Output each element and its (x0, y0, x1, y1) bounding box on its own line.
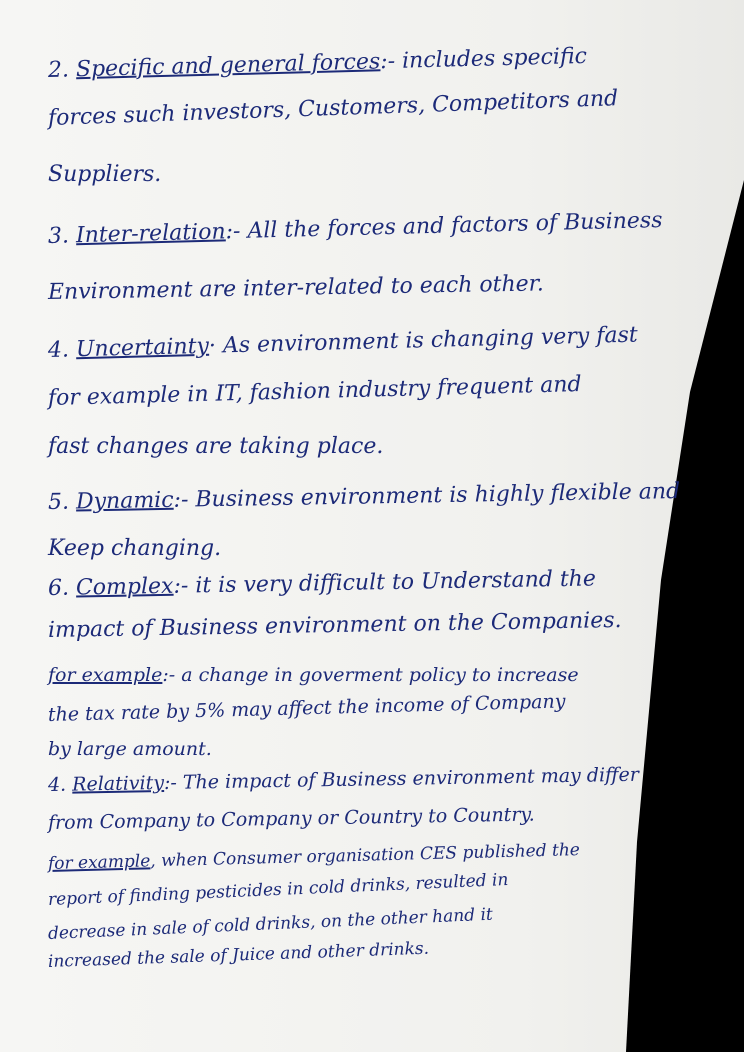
point-number: 3. (47, 223, 70, 249)
point-separator: :- (173, 487, 189, 513)
note-line (48, 436, 383, 458)
note-line (48, 164, 161, 186)
point-text: report of finding pesticides in cold drinks, resulted in (47, 869, 509, 910)
point-text: increased the sale of Juice and other drinks. (47, 938, 430, 972)
note-line (48, 666, 579, 685)
point-heading: Specific and general forces (75, 49, 381, 83)
point-separator: :- (225, 218, 241, 245)
note-line (48, 538, 221, 560)
point-separator: · (208, 333, 217, 359)
point-text: impact of Business environment on the Companies. (47, 607, 622, 643)
point-heading: Dynamic (75, 487, 174, 515)
point-text: when Consumer organisation CES published the (160, 840, 581, 872)
point-text: fast changes are taking place. (48, 434, 384, 459)
point-text: from Company to Company or Country to Country. (47, 803, 535, 834)
point-number: 6. (47, 575, 70, 601)
dark-corner-shadow (626, 180, 744, 1052)
point-text: the tax rate by 5% may affect the income of Company (47, 690, 566, 726)
point-heading: Uncertainty (75, 333, 210, 363)
point-heading: Inter-relation (75, 219, 226, 249)
point-number: 4. (47, 773, 67, 796)
point-text: All the forces and factors of Business (247, 207, 663, 244)
point-separator: :- (163, 771, 178, 794)
point-text: includes specific (401, 43, 588, 74)
note-line (48, 740, 212, 759)
point-text: Keep changing. (48, 536, 222, 561)
point-text: Environment are inter-related to each other. (47, 271, 544, 305)
point-separator: :- (379, 48, 396, 75)
point-text: Business environment is highly flexible and (195, 478, 681, 513)
point-separator: :- (162, 664, 176, 686)
point-text: The impact of Business environment may differ (182, 763, 640, 794)
point-heading: Complex (75, 573, 174, 601)
point-number: 2. (47, 57, 70, 83)
example-heading: for example (48, 664, 163, 686)
point-text: it is very difficult to Understand the (195, 566, 597, 599)
point-text: by large amount. (48, 738, 212, 760)
point-text: As environment is changing very fast (222, 322, 638, 359)
point-text: a change in goverment policy to increase (181, 664, 579, 686)
point-number: 4. (47, 337, 70, 363)
example-heading: for example (47, 851, 151, 874)
point-text: for example in IT, fashion industry frequent and (47, 372, 582, 411)
point-text: Suppliers. (48, 162, 162, 187)
point-text: decrease in sale of cold drinks, on the other hand it (47, 904, 494, 944)
point-heading: Relativity (71, 771, 165, 796)
point-number: 5. (47, 489, 70, 515)
point-text: forces such investors, Customers, Competitors and (47, 86, 619, 131)
point-separator: :- (173, 573, 189, 599)
point-separator: , (150, 851, 156, 872)
